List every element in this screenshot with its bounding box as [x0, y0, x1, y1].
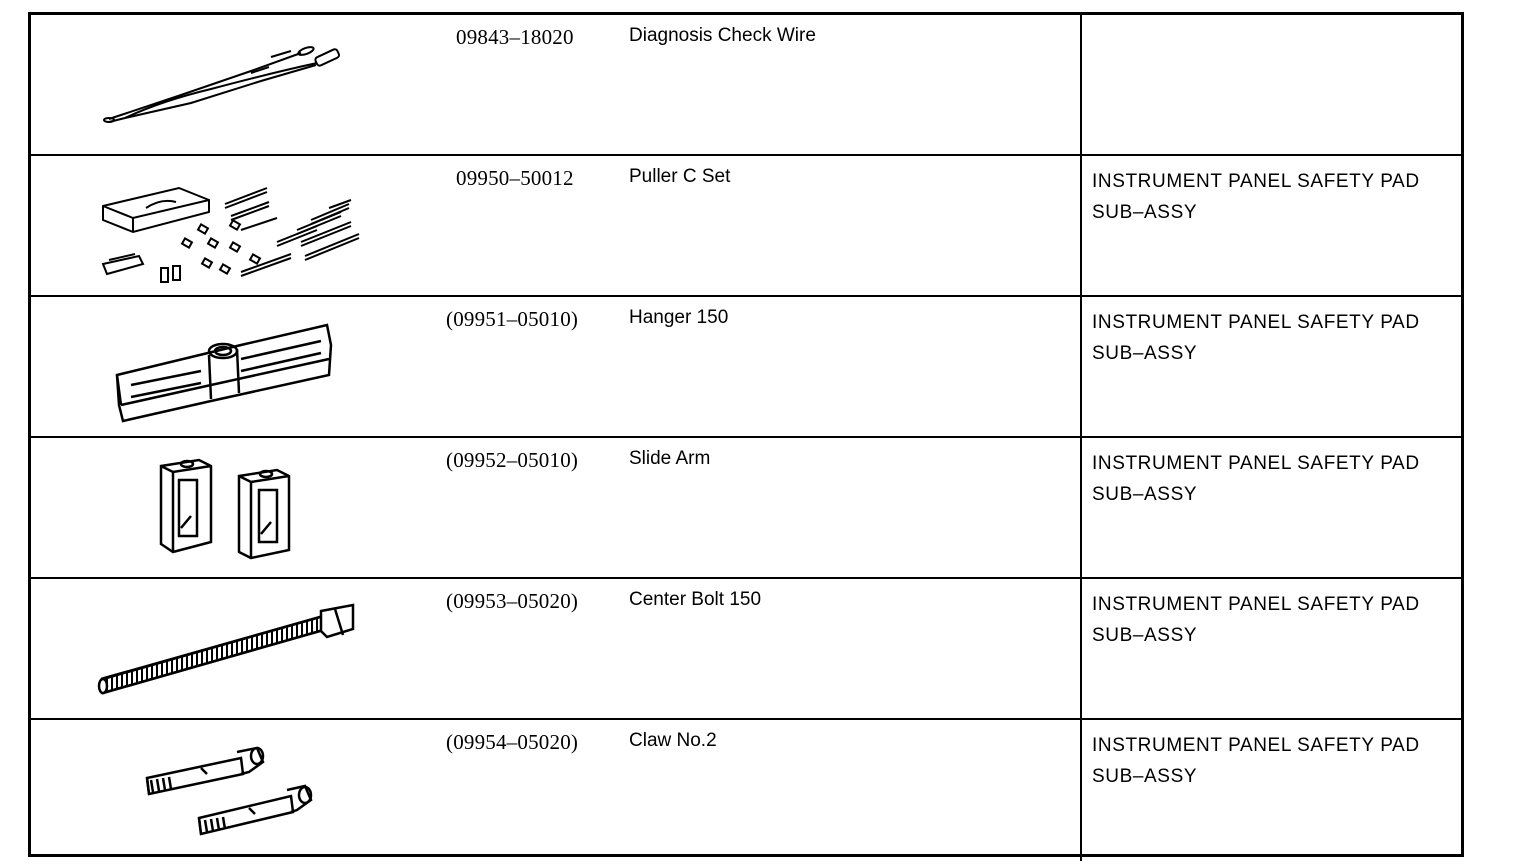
part-number: 09843–18020 — [456, 25, 574, 49]
tool-name: Slide Arm — [629, 448, 711, 469]
table-row — [31, 720, 1461, 861]
part-number: (09951–05010) — [446, 307, 579, 331]
tool-name: Center Bolt 150 — [629, 589, 762, 610]
diagnosis-check-wire-icon — [91, 23, 391, 148]
usage-line-2: SUB–ASSY — [1092, 766, 1198, 787]
column-divider — [1080, 15, 1082, 154]
part-number: (09954–05020) — [446, 730, 579, 754]
usage-cell — [1092, 307, 1457, 369]
usage-line-1: INSTRUMENT PANEL SAFETY PAD — [1092, 594, 1420, 615]
table-row — [31, 297, 1461, 438]
column-divider — [1080, 579, 1082, 718]
usage-line-2: SUB–ASSY — [1092, 202, 1198, 223]
usage-line-1: INSTRUMENT PANEL SAFETY PAD — [1092, 171, 1420, 192]
usage-line-1: INSTRUMENT PANEL SAFETY PAD — [1092, 312, 1420, 333]
usage-cell — [1092, 448, 1457, 510]
table-row — [31, 156, 1461, 297]
tool-name: Puller C Set — [629, 166, 731, 187]
tool-name: Claw No.2 — [629, 730, 717, 751]
column-divider — [1080, 297, 1082, 436]
usage-cell — [1092, 730, 1457, 792]
column-divider — [1080, 156, 1082, 295]
column-divider — [1080, 438, 1082, 577]
part-number: (09952–05010) — [446, 448, 579, 472]
usage-cell — [1092, 589, 1457, 651]
hanger-icon — [91, 305, 391, 430]
part-number: (09953–05020) — [446, 589, 579, 613]
slide-arm-icon — [91, 446, 391, 571]
column-divider — [1080, 720, 1082, 861]
usage-line-2: SUB–ASSY — [1092, 484, 1198, 505]
special-service-tools-table — [28, 12, 1464, 857]
table-row — [31, 579, 1461, 720]
puller-c-set-icon — [91, 164, 391, 289]
tool-name: Diagnosis Check Wire — [629, 25, 816, 46]
claw-icon — [91, 728, 391, 853]
usage-line-2: SUB–ASSY — [1092, 343, 1198, 364]
center-bolt-icon — [91, 587, 391, 712]
usage-cell — [1092, 166, 1457, 228]
part-number: 09950–50012 — [456, 166, 574, 190]
table-row — [31, 438, 1461, 579]
usage-line-1: INSTRUMENT PANEL SAFETY PAD — [1092, 453, 1420, 474]
tool-name: Hanger 150 — [629, 307, 729, 328]
table-row — [31, 15, 1461, 156]
usage-line-1: INSTRUMENT PANEL SAFETY PAD — [1092, 735, 1420, 756]
usage-line-2: SUB–ASSY — [1092, 625, 1198, 646]
